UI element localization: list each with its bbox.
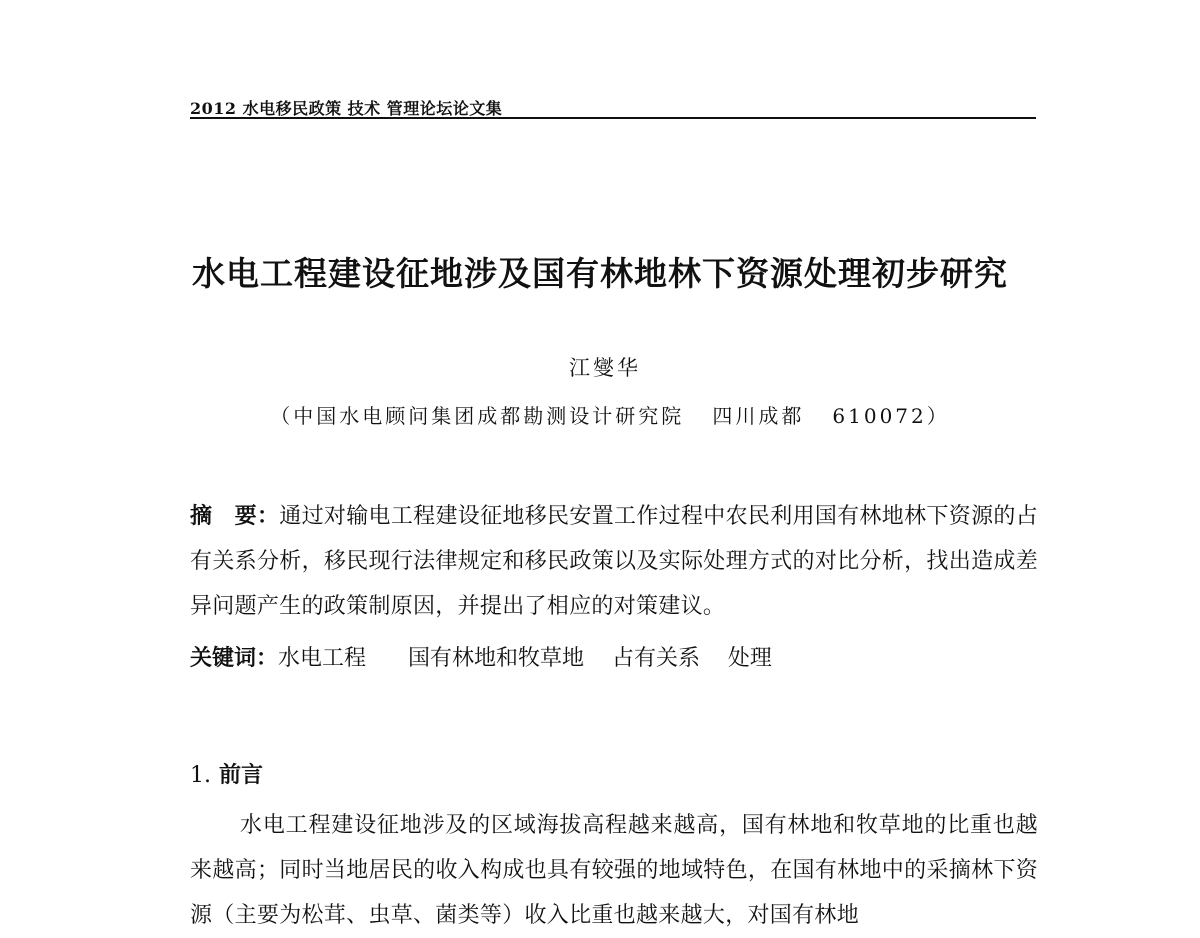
section-number: 1.	[190, 763, 211, 788]
abstract	[190, 494, 1038, 629]
section-heading	[190, 759, 263, 792]
abstract-label: 摘 要：	[190, 503, 280, 529]
section-paragraph: 水电工程建设征地涉及的区域海拔高程越来越高，国有林地和牧草地的比重也越来越高；同时当地居民的收入构成也具有较强的地域特色，在国有林地中的采摘林下资源（主要为松茸、虫草、菌类等）收入比重也越来越大，对国有林地	[190, 813, 1038, 928]
section-title: 前言	[219, 762, 264, 788]
header-rule	[190, 117, 1036, 119]
keywords-label: 关键词：	[190, 645, 279, 671]
author-affiliation: （中国水电顾问集团成都勘测设计研究院 四川成都 610072）	[270, 404, 950, 428]
keywords	[190, 640, 1038, 677]
author-name: 江燮华	[569, 356, 641, 380]
keywords-text: 水电工程 国有林地和牧草地 占有关系 处理	[278, 646, 772, 671]
running-header: 2012 水电移民政策 技术 管理论坛论文集	[190, 99, 503, 118]
paper-title: 水电工程建设征地涉及国有林地林下资源处理初步研究	[192, 254, 1008, 293]
abstract-text: 通过对输电工程建设征地移民安置工作过程中农民利用国有林地林下资源的占有关系分析，移民现行法律规定和移民政策以及实际处理方式的对比分析，找出造成差异问题产生的政策制原因，并提出了相应的对策建议。	[190, 504, 1038, 619]
